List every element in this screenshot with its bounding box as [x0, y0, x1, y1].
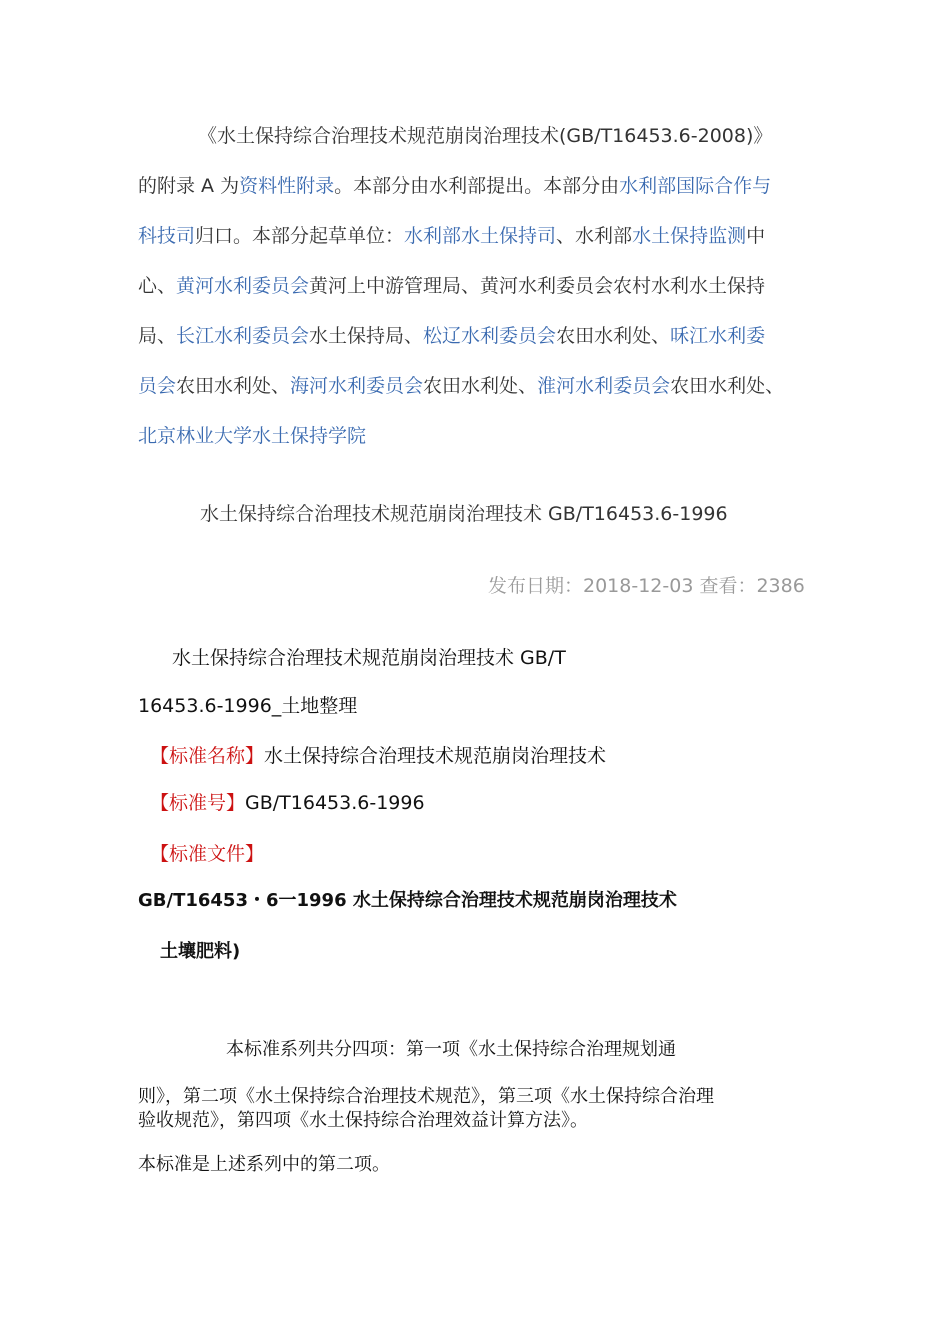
doc-paragraph-line-3: 验收规范》，第四项《水土保持综合治理效益计算方法》。	[138, 1110, 588, 1131]
doc-bold-subtitle: 土壤肥料)	[160, 941, 241, 962]
link-informative-appendix[interactable]: 资料性附录	[239, 175, 335, 197]
doc-paragraph-line-1: 本标准系列共分四项：第一项《水土保持综合治理规划通	[226, 1039, 676, 1060]
link-soil-conservation-dept[interactable]: 水利部水土保持司	[404, 225, 557, 247]
link-yangtze-commission[interactable]: 长江水利委员会	[176, 325, 310, 347]
intro-line-6: 员会农田水利处、海河水利委员会农田水利处、淮河水利委员会农田水利处、	[138, 375, 785, 397]
link-songliao-commission[interactable]: 松辽水利委员会	[423, 325, 557, 347]
article-meta: 发布日期：2018-12-03 查看：2386	[488, 575, 805, 597]
standard-file-label: 【标准文件】	[150, 843, 265, 865]
doc-bold-title: GB/T16453・6一1996 水土保持综合治理技术规范崩岗治理技术	[138, 890, 677, 911]
link-huaihe-commission[interactable]: 淮河水利委员会	[537, 375, 671, 397]
link-intl-cooperation[interactable]: 水利部国际合作与	[619, 175, 772, 197]
standard-name-label: 【标准名称】	[150, 745, 265, 767]
link-haihe-commission[interactable]: 海河水利委员会	[290, 375, 424, 397]
intro-line-1: 《水土保持综合治理技术规范崩岗治理技术(GB/T16453.6-2008)》	[198, 125, 773, 147]
link-bjfu-soil-college[interactable]: 北京林业大学水土保持学院	[138, 425, 367, 447]
standard-name-value: 水土保持综合治理技术规范崩岗治理技术	[264, 745, 607, 767]
doc-paragraph-line-4: 本标准是上述系列中的第二项。	[138, 1154, 390, 1175]
doc-paragraph-line-2: 则》，第二项《水土保持综合治理技术规范》，第三项《水土保持综合治理	[138, 1086, 714, 1107]
article-heading-line-2: 16453.6-1996_土地整理	[138, 695, 358, 717]
standard-number-value: GB/T16453.6-1996	[245, 792, 425, 814]
intro-line-7	[138, 424, 366, 448]
intro-line-5: 局、长江水利委员会水土保持局、松辽水利委员会农田水利处、咊江水利委	[138, 325, 766, 347]
link-sci-tech-dept[interactable]: 科技司	[138, 225, 196, 247]
link-pearl-river-commission[interactable]: 咊江水利委	[670, 325, 766, 347]
standard-number-row	[150, 791, 425, 815]
article-heading-line-1: 水土保持综合治理技术规范崩岗治理技术 GB/T	[172, 647, 566, 669]
standard-file-row	[150, 842, 264, 866]
article-title: 水土保持综合治理技术规范崩岗治理技术 GB/T16453.6-1996	[200, 503, 728, 525]
link-pearl-river-commission-cont[interactable]: 员会	[138, 375, 177, 397]
intro-line-4: 心、黄河水利委员会黄河上中游管理局、黄河水利委员会农村水利水土保持	[138, 275, 766, 297]
intro-line-3: 科技司归口。本部分起草单位：水利部水土保持司、水利部水土保持监测中	[138, 225, 766, 247]
intro-line-2: 的附录 A 为资料性附录。本部分由水利部提出。本部分由水利部国际合作与	[138, 175, 772, 197]
link-yellow-river-commission[interactable]: 黄河水利委员会	[176, 275, 310, 297]
link-soil-monitoring[interactable]: 水土保持监测	[632, 225, 747, 247]
standard-name-row	[150, 744, 606, 768]
standard-number-label: 【标准号】	[150, 792, 246, 814]
